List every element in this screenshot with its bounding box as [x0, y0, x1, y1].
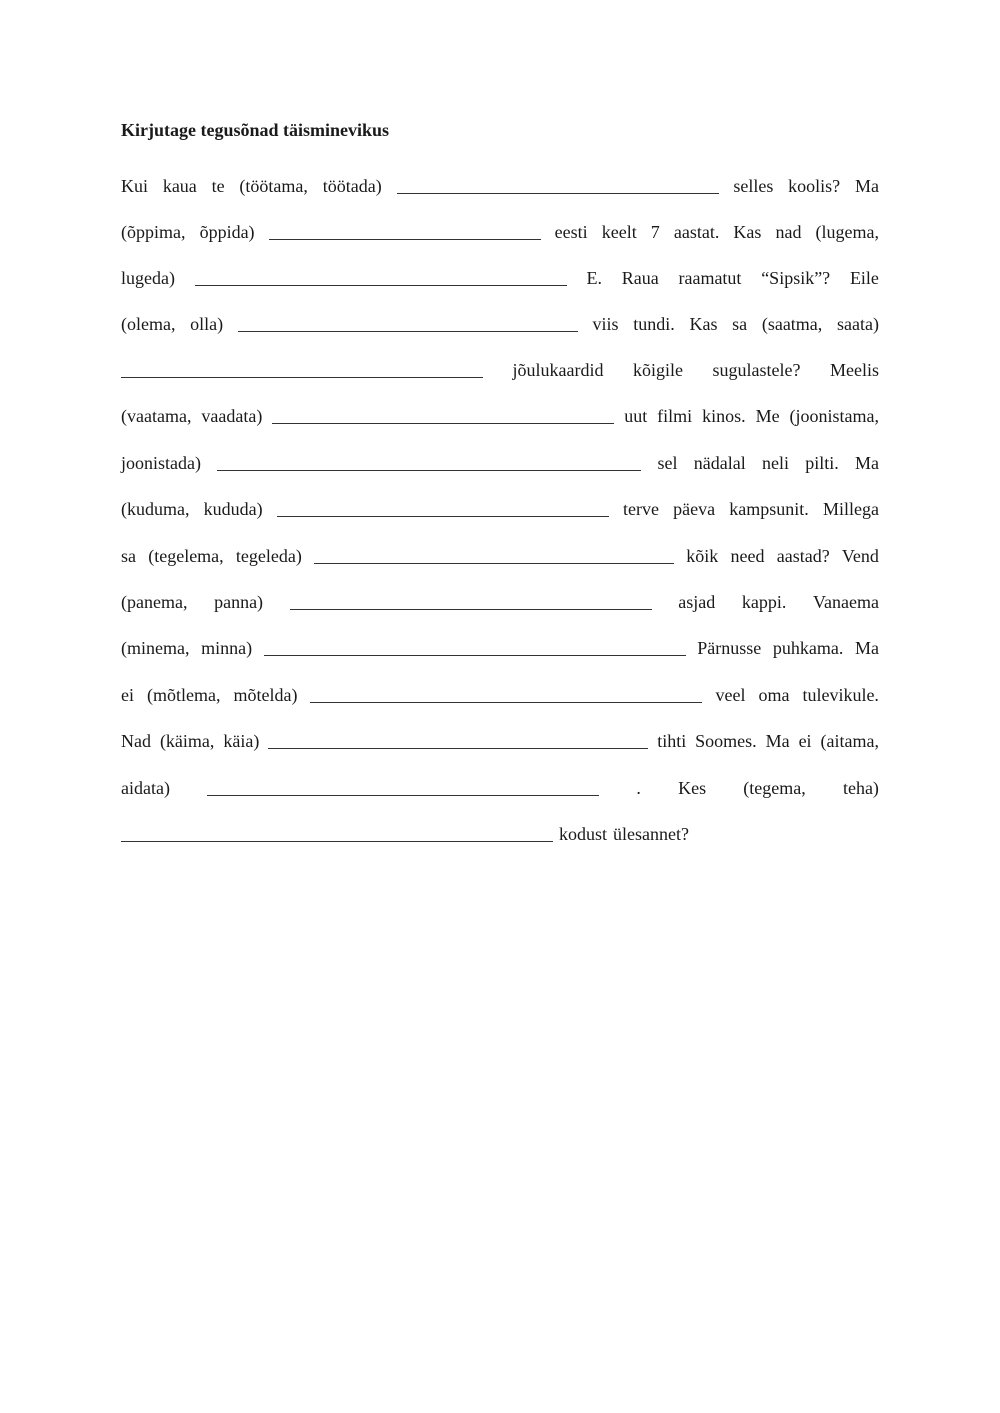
- text-line-14: [121, 777, 879, 799]
- word: tundi.: [633, 314, 675, 334]
- word: (mõtlema,: [147, 685, 221, 705]
- word: eesti: [554, 222, 588, 242]
- answer-blank-14[interactable]: [207, 779, 599, 796]
- word: (saatma,: [761, 314, 823, 334]
- word: töötada): [322, 176, 382, 196]
- word: filmi: [657, 406, 693, 426]
- word: (tegema,: [743, 778, 806, 798]
- word: sel: [657, 453, 678, 473]
- word: vaadata): [201, 406, 263, 426]
- word: uut: [624, 406, 648, 426]
- word: .: [636, 778, 641, 798]
- word: kampsunit.: [729, 499, 809, 519]
- word: Raua: [621, 268, 659, 288]
- text-line-2: [121, 221, 879, 243]
- word: panna): [214, 592, 264, 612]
- word: (tegelema,: [148, 546, 224, 566]
- word: koolis?: [788, 176, 841, 196]
- word: (lugema,: [815, 222, 879, 242]
- answer-blank-13[interactable]: [268, 732, 648, 749]
- word: need: [730, 546, 765, 566]
- word: õppida): [199, 222, 255, 242]
- answer-blank-3[interactable]: [195, 269, 567, 286]
- answer-blank-6[interactable]: [272, 407, 614, 424]
- text-line-7: [121, 452, 879, 474]
- word: veel: [715, 685, 746, 705]
- word: Kui: [121, 176, 148, 196]
- text-line-13: [121, 730, 879, 752]
- answer-blank-15[interactable]: [121, 825, 553, 842]
- text-line-12: [121, 684, 879, 706]
- text-line-11: [121, 637, 879, 659]
- word: Pärnusse: [697, 638, 762, 658]
- word: raamatut: [678, 268, 742, 288]
- word: “Sipsik”?: [761, 268, 831, 288]
- word: te: [211, 176, 225, 196]
- word: ei: [121, 685, 134, 705]
- word: oma: [758, 685, 790, 705]
- word: Meelis: [829, 360, 879, 380]
- word: kõigile: [632, 360, 683, 380]
- text-line-5: [121, 359, 879, 381]
- text-line-10: [121, 591, 879, 613]
- answer-blank-2[interactable]: [269, 223, 541, 240]
- word: (olema,: [121, 314, 176, 334]
- word: nädalal: [693, 453, 746, 473]
- answer-blank-9[interactable]: [314, 547, 674, 564]
- word: Kas: [733, 222, 762, 242]
- word: aidata): [121, 778, 170, 798]
- word: 7: [650, 222, 660, 242]
- answer-blank-7[interactable]: [217, 454, 641, 471]
- word: (vaatama,: [121, 406, 192, 426]
- word: Eile: [849, 268, 879, 288]
- word: sa: [732, 314, 748, 334]
- word: kappi.: [741, 592, 787, 612]
- answer-blank-10[interactable]: [290, 593, 652, 610]
- word: pilti.: [805, 453, 839, 473]
- word: Soomes.: [695, 731, 757, 751]
- word: Ma: [854, 176, 879, 196]
- word: kaua: [162, 176, 197, 196]
- word: terve: [622, 499, 659, 519]
- text-line-4: [121, 313, 879, 335]
- word: ülesannet?: [613, 824, 689, 844]
- word: viis: [592, 314, 619, 334]
- text-line-15: [121, 823, 879, 845]
- word: aastad?: [776, 546, 830, 566]
- word: päeva: [673, 499, 716, 519]
- word: aastat.: [673, 222, 720, 242]
- word: Kas: [689, 314, 718, 334]
- word: mõtelda): [233, 685, 298, 705]
- word: teha): [842, 778, 879, 798]
- word: Vanaema: [812, 592, 879, 612]
- answer-blank-5[interactable]: [121, 361, 483, 378]
- word: käia): [223, 731, 260, 751]
- word: E.: [586, 268, 602, 288]
- word: Millega: [822, 499, 879, 519]
- answer-blank-1[interactable]: [397, 177, 719, 194]
- word: jõulukaardid: [512, 360, 604, 380]
- word: (panema,: [121, 592, 188, 612]
- text-line-1: [121, 175, 879, 197]
- word: (õppima,: [121, 222, 186, 242]
- answer-blank-4[interactable]: [238, 315, 578, 332]
- word: (käima,: [159, 731, 215, 751]
- text-line-8: [121, 498, 879, 520]
- word: tulevikule.: [802, 685, 879, 705]
- word: sugulastele?: [712, 360, 801, 380]
- word: Nad: [121, 731, 151, 751]
- word: olla): [190, 314, 224, 334]
- word: Kes: [678, 778, 707, 798]
- word: keelt: [601, 222, 637, 242]
- word: selles: [733, 176, 774, 196]
- word: (aitama,: [820, 731, 879, 751]
- word: Ma: [854, 453, 879, 473]
- word: Vend: [841, 546, 879, 566]
- answer-blank-8[interactable]: [277, 500, 609, 517]
- word: (töötama,: [239, 176, 308, 196]
- word: kodust: [559, 824, 608, 844]
- word: nad: [775, 222, 802, 242]
- word: asjad: [678, 592, 716, 612]
- worksheet-title: Kirjutage tegusõnad täisminevikus: [121, 120, 390, 140]
- word: ei: [798, 731, 812, 751]
- word: tegeleda): [235, 546, 302, 566]
- word: Ma: [854, 638, 879, 658]
- word: Ma: [765, 731, 790, 751]
- answer-blank-12[interactable]: [310, 686, 702, 703]
- word: puhkama.: [772, 638, 844, 658]
- text-line-6: [121, 405, 879, 427]
- text-line-9: [121, 545, 879, 567]
- answer-blank-11[interactable]: [264, 639, 686, 656]
- word: lugeda): [121, 268, 175, 288]
- word: tihti: [657, 731, 687, 751]
- word: saata): [836, 314, 879, 334]
- word: kududa): [203, 499, 263, 519]
- word: (joonistama,: [789, 406, 879, 426]
- word: (minema,: [121, 638, 190, 658]
- word: kinos.: [702, 406, 746, 426]
- word: kõik: [686, 546, 719, 566]
- word: (kuduma,: [121, 499, 190, 519]
- word: joonistada): [121, 453, 201, 473]
- text-line-3: [121, 267, 879, 289]
- word: Me: [755, 406, 780, 426]
- word: minna): [201, 638, 253, 658]
- word: sa: [121, 546, 136, 566]
- word: neli: [761, 453, 789, 473]
